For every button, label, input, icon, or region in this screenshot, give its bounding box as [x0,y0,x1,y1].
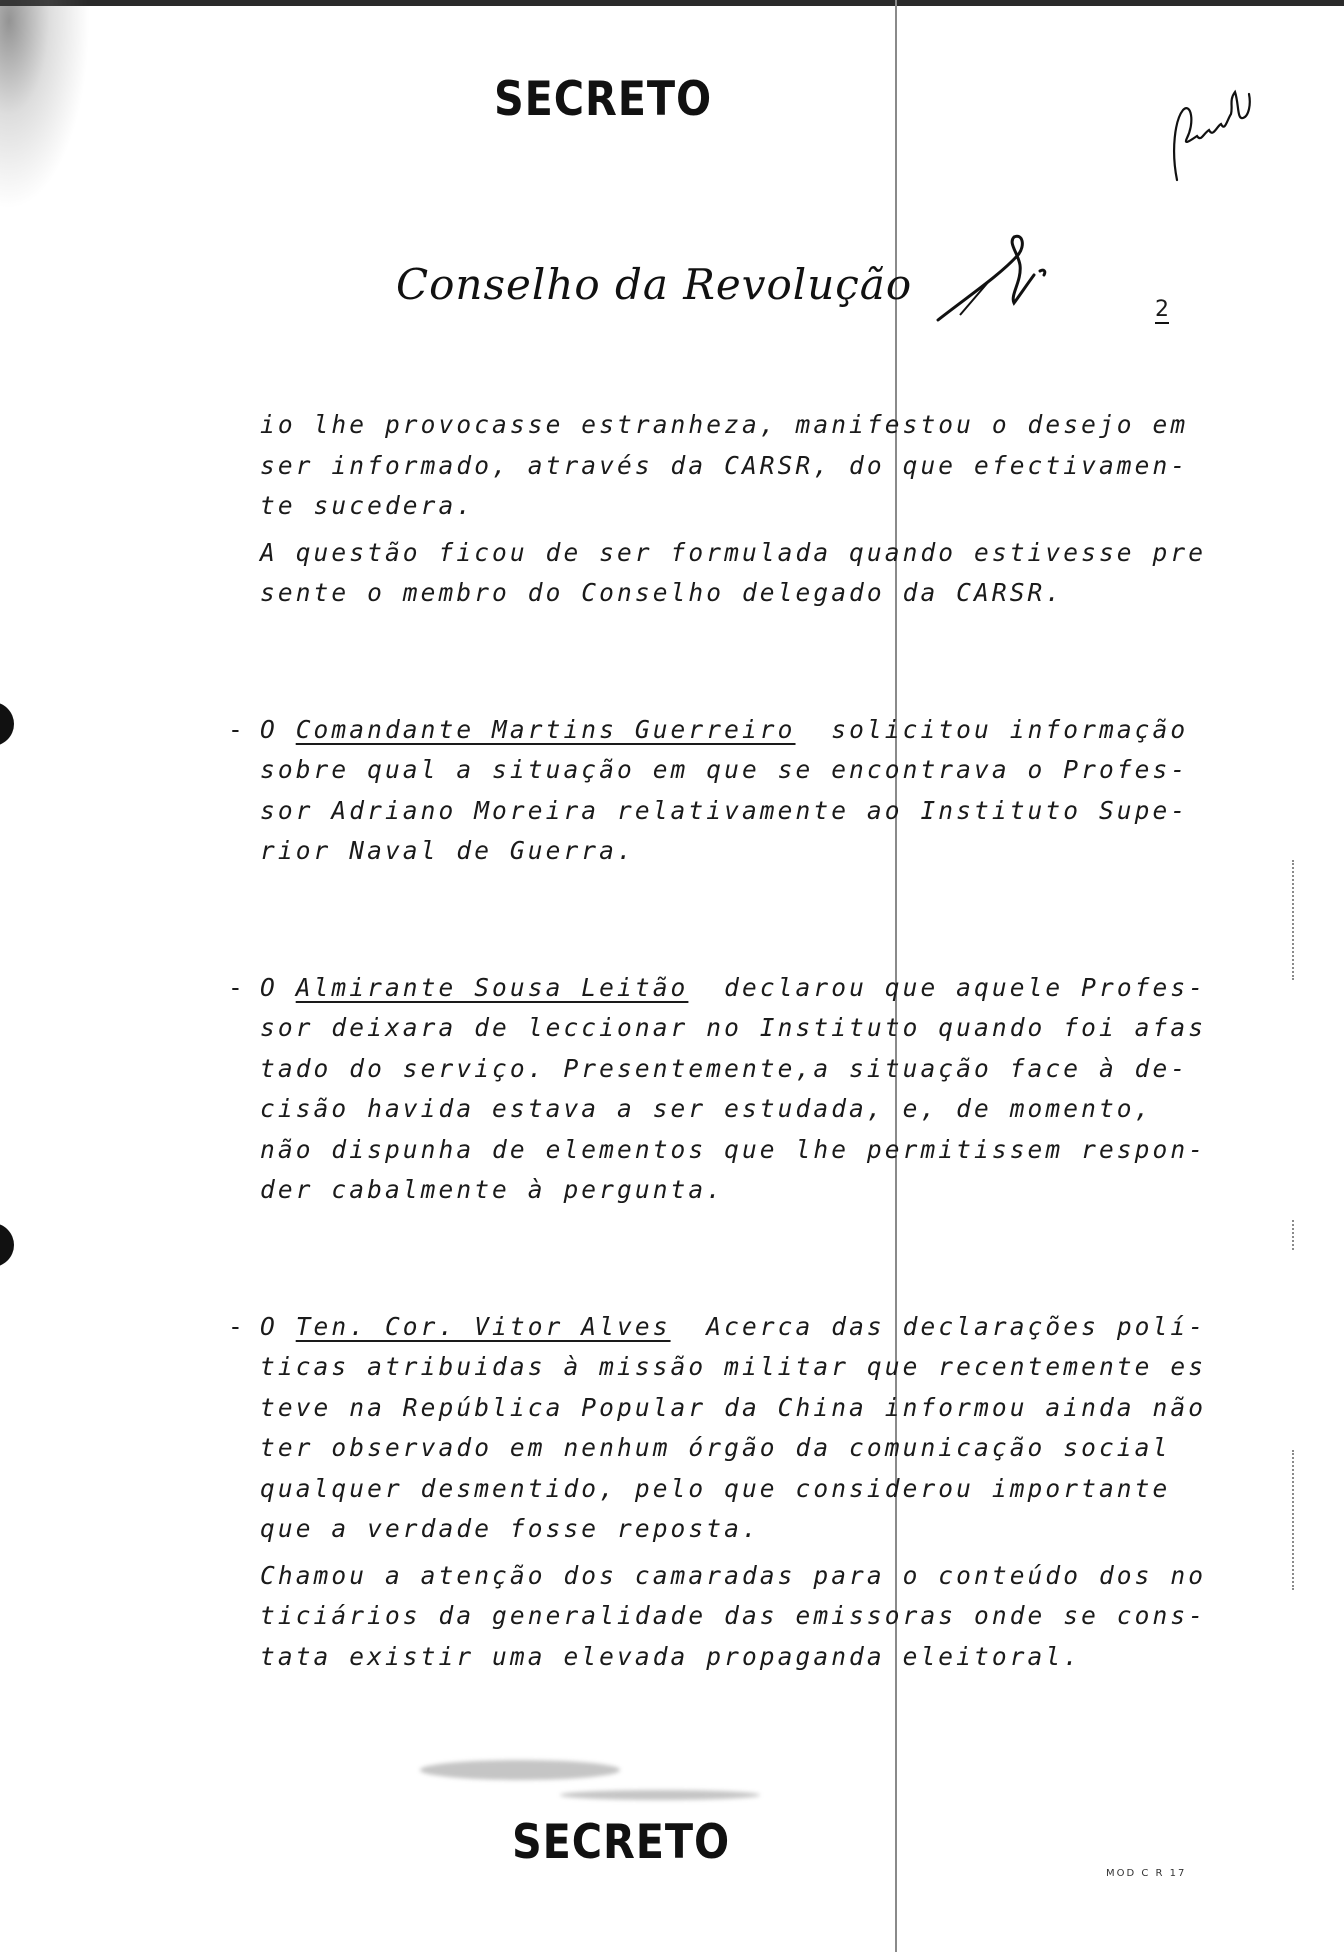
punch-hole [0,1223,14,1267]
speaker-name: Comandante Martins Guerreiro [295,714,796,744]
text-line: declarou que aquele Profes- [688,972,1207,1002]
item-prefix: O [260,972,296,1002]
text-line: tado do serviço. Presentemente,a situação face à de- [260,1053,1189,1083]
text-line: que a verdade fosse reposta. [260,1514,760,1543]
page-number: 2 [1155,297,1169,322]
text-line: sor deixara de leccionar no Instituto quando foi afas [260,1013,1207,1042]
classification-stamp-bottom: SECRETO [512,1815,731,1870]
punch-hole [0,702,14,746]
text-line: ter observado em nenhum órgão da comunicação social [260,1433,1171,1462]
margin-speckles [1292,1450,1296,1590]
text-line: ser informado, através da CARSR, do que efectivamen- [260,450,1189,480]
text-line: der cabalmente à pergunta. [260,1175,725,1204]
text-line: Chamou a atenção dos camaradas para o conteúdo dos no [260,1560,1207,1590]
margin-speckles [1292,1220,1296,1250]
classification-stamp-top: SECRETO [494,72,713,127]
paragraph [260,533,1207,614]
text-line: teve na República Popular da China informou ainda não [260,1392,1207,1422]
speaker-name: Ten. Cor. Vitor Alves [295,1311,671,1341]
minutes-item [228,1307,1207,1550]
ink-smudge [420,1760,620,1780]
minutes-item [228,710,1189,872]
paragraph [260,1556,1207,1678]
text-line: sente o membro do Conselho delegado da CARSR. [260,578,1064,607]
minutes-item [228,968,1207,1211]
item-prefix: O [260,714,296,744]
form-code: MOD C R 17 [1106,1868,1187,1879]
text-line: tata existir uma elevada propaganda eleitoral. [260,1641,1082,1671]
text-line: ticiários da generalidade das emissoras onde se cons- [260,1601,1207,1630]
scan-top-edge [0,0,1344,6]
handwritten-initials-icon [1165,80,1260,195]
text-line: qualquer desmentido, pelo que considerou importante [260,1473,1171,1503]
margin-speckles [1292,860,1296,980]
text-line: Acerca das declarações polí- [670,1311,1207,1341]
text-line: A questão ficou de ser formulada quando estivesse pre [260,537,1207,567]
item-dash: - [228,1311,246,1341]
item-prefix: O [260,1311,296,1341]
speaker-name: Almirante Sousa Leitão [295,972,689,1002]
item-dash: - [228,972,246,1002]
text-line: cisão havida estava a ser estudada, e, de momento, [260,1094,1153,1123]
ink-smudge [560,1790,760,1800]
letterhead-title: Conselho da Revolução [396,260,913,309]
minutes-body [228,405,1207,1677]
paragraph [260,405,1189,527]
text-line: solicitou informação [795,714,1189,744]
signature-icon [930,225,1080,335]
text-line: te sucedera. [260,491,475,520]
text-line: rior Naval de Guerra. [260,836,635,865]
item-dash: - [228,714,246,744]
scan-corner-noise [0,0,90,210]
text-line: não dispunha de elementos que lhe permitissem respon- [260,1134,1207,1164]
text-line: sobre qual a situação em que se encontrava o Profes- [260,755,1189,784]
text-line: ticas atribuidas à missão militar que recentemente es [260,1352,1207,1381]
text-line: sor Adriano Moreira relativamente ao Instituto Supe- [260,795,1189,825]
text-line: io lhe provocasse estranheza, manifestou o desejo em [260,410,1189,439]
